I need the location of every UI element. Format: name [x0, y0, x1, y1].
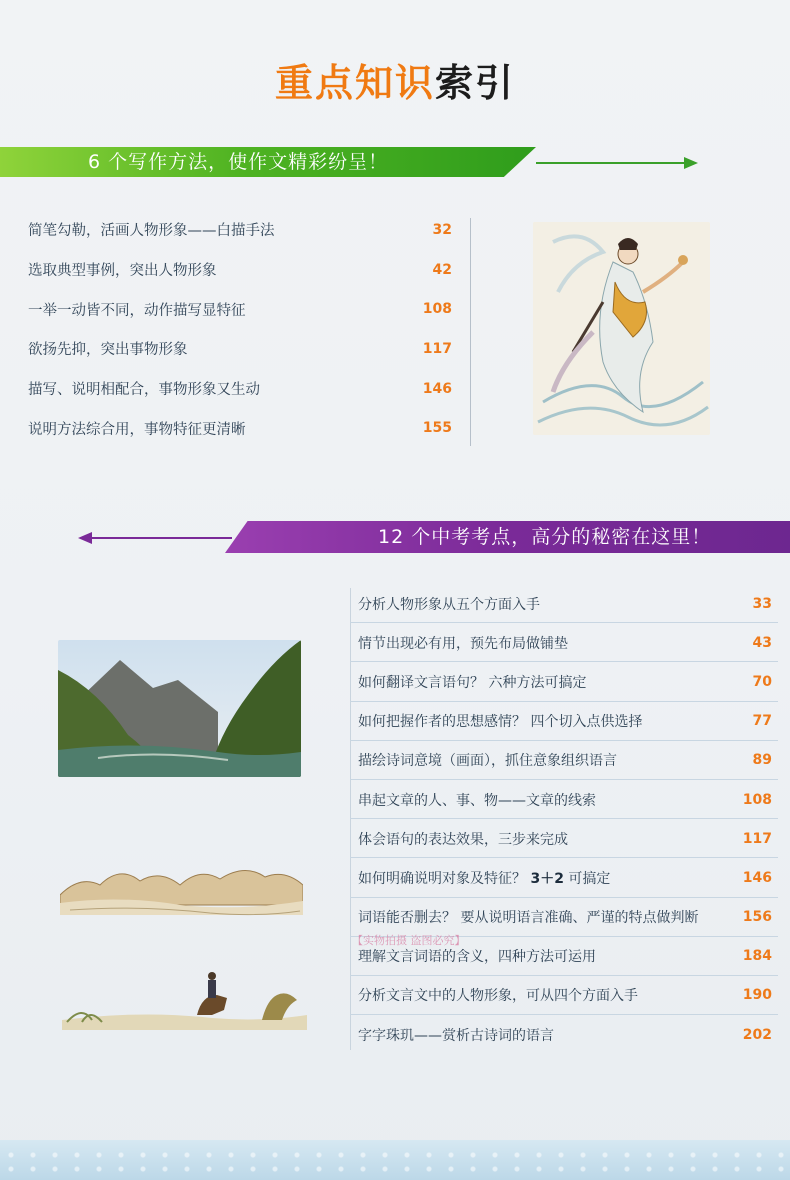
list-item-page: 117 [742, 830, 772, 847]
list-item[interactable] [350, 898, 778, 937]
mountain-river-photo [58, 640, 301, 777]
horse-rider-illustration [62, 960, 307, 1030]
fairy-illustration [533, 222, 710, 435]
list-item[interactable] [350, 702, 778, 741]
list-item-page: 184 [742, 948, 772, 965]
list-item-text-highlight: 3＋2 [530, 870, 564, 887]
title-part-highlight: 重点知识 [274, 61, 435, 105]
section1-arrow-line [536, 162, 686, 164]
list-item-text [350, 868, 610, 888]
list-item-page: 146 [742, 869, 772, 886]
list-item-text: 描写、说明相配合，事物形象又生动 [28, 382, 260, 399]
list-item[interactable] [350, 819, 778, 858]
list-item-text: 选取典型事例，突出人物形象 [28, 263, 217, 280]
list-item[interactable] [350, 741, 778, 780]
section1-divider [470, 218, 471, 446]
list-item-text: 如何翻译文言语句？ 六种方法可搞定 [358, 674, 587, 691]
list-item-page: 146 [422, 380, 452, 397]
arrow-left-icon [78, 532, 92, 544]
list-item[interactable] [350, 662, 778, 701]
list-item-page: 155 [422, 420, 452, 437]
list-item-text: 欲扬先抑，突出事物形象 [28, 342, 188, 359]
section2-list [350, 584, 778, 1054]
list-item-text: 体会语句的表达效果，三步来完成 [358, 831, 568, 848]
list-item[interactable] [28, 210, 458, 250]
list-item-text: 说明方法综合用，事物特征更清晰 [28, 421, 246, 438]
list-item-text: 词语能否删去？ 要从说明语言准确、严谨的特点做判断 [358, 910, 699, 927]
section2-arrow-line [92, 537, 232, 539]
list-item-page: 43 [752, 634, 772, 651]
list-item-page: 42 [432, 261, 452, 278]
list-item[interactable] [28, 369, 458, 409]
list-item-page: 89 [752, 752, 772, 769]
list-item[interactable] [350, 976, 778, 1015]
list-item[interactable] [350, 584, 778, 623]
list-item-page: 108 [422, 301, 452, 318]
list-item[interactable] [350, 780, 778, 819]
watermark-stamp [352, 932, 532, 970]
list-item-page: 33 [752, 595, 772, 612]
list-item-text: 串起文章的人、事、物——文章的线索 [358, 792, 596, 809]
list-item-page: 77 [752, 713, 772, 730]
list-item-page: 70 [752, 673, 772, 690]
list-item-text: 分析人物形象从五个方面入手 [358, 596, 540, 613]
list-item[interactable] [350, 623, 778, 662]
list-item-text: 一举一动皆不同，动作描写显特征 [28, 302, 246, 319]
list-item-page: 108 [742, 791, 772, 808]
page-title [0, 52, 790, 107]
list-item-page: 190 [742, 987, 772, 1004]
list-item-text: 简笔勾勒，活画人物形象——白描手法 [28, 223, 275, 240]
list-item[interactable] [28, 250, 458, 290]
list-item[interactable] [350, 858, 778, 897]
title-part-rest: 索引 [435, 61, 516, 105]
list-item-text: 字字珠玑——赏析古诗词的语言 [358, 1027, 554, 1044]
list-item-text-before: 如何明确说明对象及特征？ [358, 870, 526, 887]
list-item-text: 分析文言文中的人物形象，可从四个方面入手 [358, 988, 638, 1005]
list-item-page: 202 [742, 1026, 772, 1043]
list-item[interactable] [28, 329, 458, 369]
list-item-text: 描绘诗词意境（画面），抓住意象组织语言 [358, 753, 617, 770]
footer-pattern [0, 1148, 790, 1178]
list-item-page: 117 [422, 340, 452, 357]
list-item-text: 情节出现必有用，预先布局做铺垫 [358, 635, 568, 652]
section1-banner-text: 6 个写作方法，使作文精彩纷呈！ [88, 151, 389, 173]
mountain-landscape-painting [60, 855, 303, 923]
stamp-text: 【实物拍摄 盗图必究】 [352, 934, 466, 947]
list-item[interactable] [350, 1015, 778, 1054]
arrow-right-icon [684, 157, 698, 169]
list-item-text-after: 可搞定 [568, 870, 611, 887]
section2-banner-text: 12 个中考考点，高分的秘密在这里！ [378, 526, 712, 548]
list-item[interactable] [28, 289, 458, 329]
list-item-page: 156 [742, 909, 772, 926]
list-item[interactable] [28, 408, 458, 448]
list-item-text: 如何把握作者的思想感情？ 四个切入点供选择 [358, 714, 643, 731]
list-item-page: 32 [432, 221, 452, 238]
list-item-text: 理解文言词语的含义，四种方法可运用 [358, 949, 596, 966]
section1-list [28, 210, 458, 448]
